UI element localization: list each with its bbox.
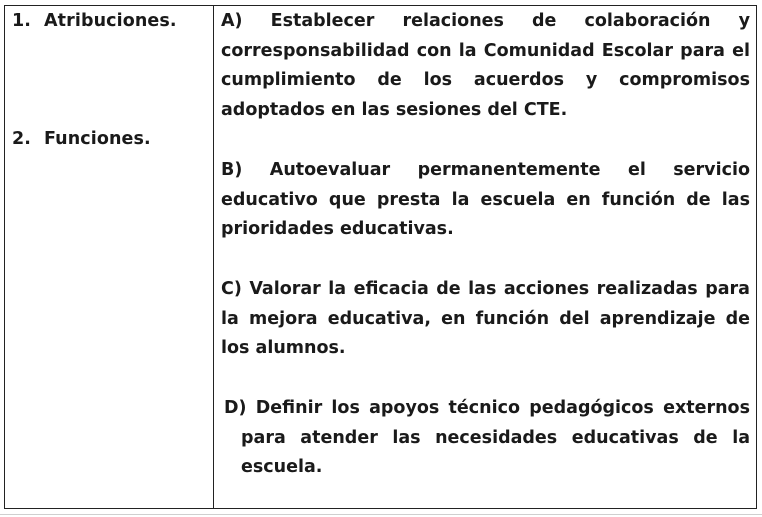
paragraph-b: B) Autoevaluar permanentemente el servicio educativo que presta la escuela en función de las prioridades educativas.: [221, 160, 750, 239]
item-label: Funciones.: [44, 129, 151, 149]
paragraph-d-text: D) Definir los apoyos técnico pedagógicos externos para atender las necesidades educativas de la escuela.: [224, 398, 750, 477]
list-item-funciones: [12, 129, 151, 149]
paragraph-d: [224, 394, 750, 483]
item-number: 1.: [12, 11, 32, 31]
item-number: 2.: [12, 129, 32, 149]
column-divider: [213, 5, 214, 509]
paragraph-a: A) Establecer relaciones de colaboración y corresponsabilidad con la Comunidad Escolar para el cumplimiento de los acuerdos y compromisos adoptados en las sesiones del CTE.: [221, 11, 750, 120]
item-label: Atribuciones.: [44, 11, 177, 31]
page-bottom-rule: [0, 514, 762, 515]
paragraph-c: C) Valorar la eficacia de las acciones realizadas para la mejora educativa, en función del aprendizaje de los alumnos.: [221, 279, 750, 358]
list-item-atribuciones: [12, 11, 177, 31]
